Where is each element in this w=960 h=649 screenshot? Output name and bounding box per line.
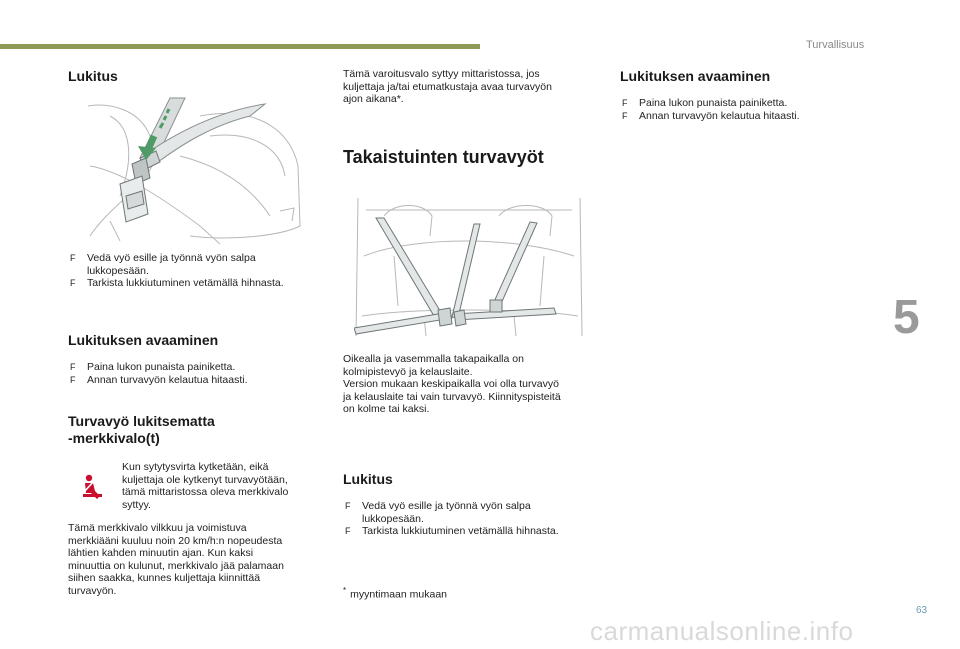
list-item-text: Paina lukon punaista painiketta. — [87, 361, 236, 373]
release-heading-right: Lukituksen avaaminen — [620, 68, 771, 84]
text-line: kuljettaja ole kytkenyt turvavyötään, — [122, 473, 288, 486]
text-line: lähtien kahden minuutin ajan. Kun kaksi — [68, 547, 254, 559]
text-line: syttyy. — [122, 498, 151, 511]
release-steps-left — [70, 361, 315, 386]
text-line: Oikealla ja vasemmalla takapaikalla on — [343, 353, 524, 365]
text-line: merkkiääni kuuluu noin 20 km/h:n nopeudesta — [68, 534, 283, 547]
list-item-text: Tarkista lukkiutuminen vetämällä hihnasta. — [87, 277, 284, 289]
list-item-text: Vedä vyö esille ja työnnä vyön salpa — [87, 252, 256, 264]
list-item-text: Paina lukon punaista painiketta. — [639, 97, 788, 109]
bullet-icon: F — [70, 253, 76, 263]
list-item-text: lukkopesään. — [87, 264, 149, 277]
list-item — [622, 110, 862, 123]
release-heading-left: Lukituksen avaaminen — [68, 332, 219, 348]
text-line: ja kelauslaite tai vain turvavyö. Kiinnityspisteitä — [343, 390, 561, 403]
text-line: kolmipistevyö ja kelauslaite. — [343, 365, 473, 378]
bullet-icon: F — [70, 374, 76, 385]
text-line: ajon aikana*. — [343, 93, 404, 105]
list-item-text: lukkopesään. — [362, 512, 424, 525]
warning-heading-line: -merkkivalo(t) — [68, 430, 160, 446]
text-line: turvavyön. — [68, 584, 117, 597]
text-line: Tämä merkkivalo vilkkuu ja voimistuva — [68, 522, 247, 534]
footnote-text: myyntimaan mukaan — [350, 588, 447, 601]
text-line: Kun sytytysvirta kytketään, eikä — [122, 461, 269, 473]
list-item — [70, 277, 315, 290]
seatbelt-warning-icon — [80, 474, 104, 500]
lock-steps-middle — [345, 500, 600, 538]
bullet-icon: F — [622, 110, 628, 121]
front-seatbelt-illustration — [80, 96, 312, 246]
section-label: Turvallisuus — [806, 39, 865, 51]
text-line: on kolme tai kaksi. — [343, 403, 430, 415]
lock-heading-left: Lukitus — [68, 68, 118, 84]
footnote — [343, 586, 447, 601]
list-item-text: Annan turvavyön kelautua hitaasti. — [87, 373, 248, 386]
text-line: Tämä varoitusvalo syttyy mittaristossa, jos — [343, 68, 540, 80]
list-item — [345, 500, 600, 525]
text-line: tämä mittaristossa oleva merkkivalo — [122, 486, 289, 498]
lock-steps-left — [70, 252, 315, 290]
watermark: carmanualsonline.info — [590, 616, 854, 646]
lock-heading-middle: Lukitus — [343, 471, 393, 487]
header-accent-bar — [0, 44, 480, 49]
rear-belts-heading: Takaistuinten turvavyöt — [343, 147, 544, 167]
page-number: 63 — [916, 605, 928, 616]
list-item — [70, 374, 315, 387]
list-item — [622, 97, 862, 110]
bullet-icon: F — [622, 98, 628, 108]
warning-heading-line: Turvavyö lukitsematta — [68, 413, 215, 429]
list-item — [345, 525, 600, 538]
text-line: Version mukaan keskipaikalla voi olla turvavyö — [343, 378, 559, 390]
bullet-icon: F — [70, 278, 76, 288]
text-line: kuljettaja ja/tai etumatkustaja avaa turvavyön — [343, 80, 552, 93]
bullet-icon: F — [70, 362, 76, 372]
text-line: minuuttia on kulunut, merkkivalo jää palamaan — [68, 559, 284, 572]
chapter-number: 5 — [893, 291, 920, 344]
rear-belts-text — [343, 353, 603, 416]
release-steps-right — [622, 97, 862, 122]
footnote-mark: * — [343, 586, 347, 595]
list-item-text: Vedä vyö esille ja työnnä vyön salpa — [362, 500, 531, 512]
list-item-text: Annan turvavyön kelautua hitaasti. — [639, 109, 800, 122]
warning-heading — [68, 413, 215, 447]
bullet-icon: F — [345, 526, 351, 536]
list-item — [70, 252, 315, 277]
warning-text — [122, 461, 322, 511]
rear-seatbelt-illustration — [354, 196, 584, 344]
bullet-icon: F — [345, 501, 351, 511]
list-item — [70, 361, 315, 374]
warning-body-text — [68, 522, 323, 597]
list-item-text: Tarkista lukkiutuminen vetämällä hihnasta. — [362, 525, 559, 537]
text-line: siihen saakka, kunnes kuljettaja kiinnittää — [68, 572, 261, 584]
intro-text — [343, 68, 598, 106]
